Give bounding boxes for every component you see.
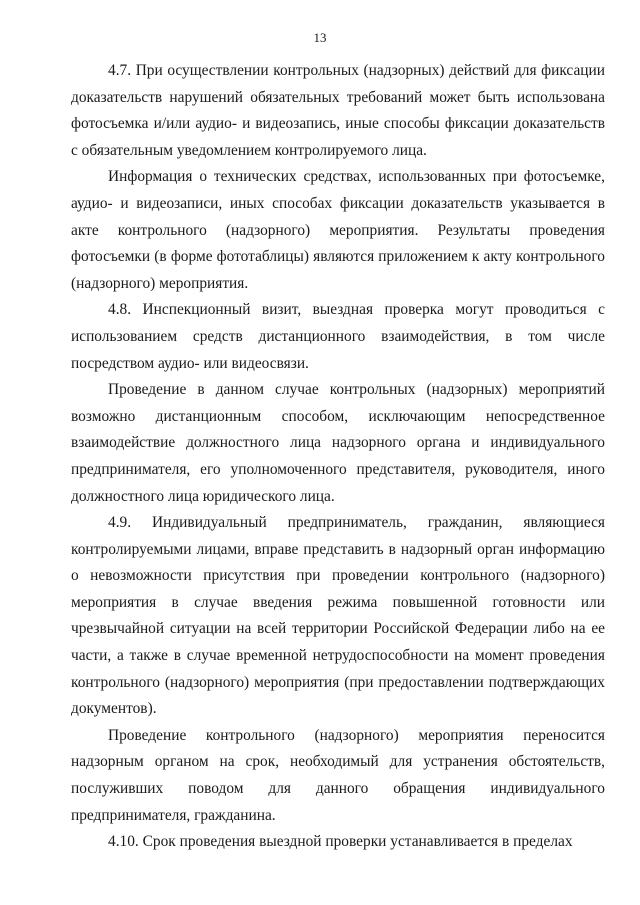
- paragraph-technical-means-info: Информация о технических средствах, использованных при фотосъемке, аудио- и видеозаписи, иных способах фиксации доказательств указывается в акте контрольного (надзорного) мероприятия. Результаты проведения фотосъемки (в форме фототаблицы) являются приложением к акту контрольного (надзорного) мероприятия.: [71, 168, 605, 292]
- paragraph-postponement: Проведение контрольного (надзорного) мероприятия переносится надзорным органом на срок, необходимый для устранения обстоятельств, послуживших поводом для данного обращения индивидуального предпринимателя, гражданина.: [71, 726, 605, 824]
- paragraph-4-7: 4.7. При осуществлении контрольных (надзорных) действий для фиксации доказательств нарушений обязательных требований может быть использована фотосъемка и/или аудио- и видеозапись, иные способы фиксации доказательств с обязательным уведомлением контролируемого лица.: [71, 62, 605, 159]
- document-body: [71, 58, 605, 856]
- paragraph-4-8: 4.8. Инспекционный визит, выездная проверка могут проводиться с использованием средств дистанционного взаимодействия, в том числе посредством аудио- или видеосвязи.: [71, 301, 605, 372]
- paragraph-4-10: 4.10. Срок проведения выездной проверки устанавливается в пределах: [108, 833, 573, 851]
- paragraph-4-9: 4.9. Индивидуальный предприниматель, гражданин, являющиеся контролируемыми лицами, вправе представить в надзорный орган информацию о невозможности присутствия при проведении контрольного (надзорного) мероприятия в случае введения режима повышенной готовности или чрезвычайной ситуации на всей территории Российской Федерации либо на ее части, а также в случае временной нетрудоспособности на момент проведения контрольного (надзорного) мероприятия (при предоставлении подтверждающих документов).: [71, 514, 605, 718]
- page-number: 13: [313, 30, 327, 45]
- paragraph-remote-method: Проведение в данном случае контрольных (надзорных) мероприятий возможно дистанционным способом, исключающим непосредственное взаимодействие должностного лица надзорного органа и индивидуального предпринимателя, его уполномоченного представителя, руководителя, иного должностного лица юридического лица.: [71, 381, 605, 505]
